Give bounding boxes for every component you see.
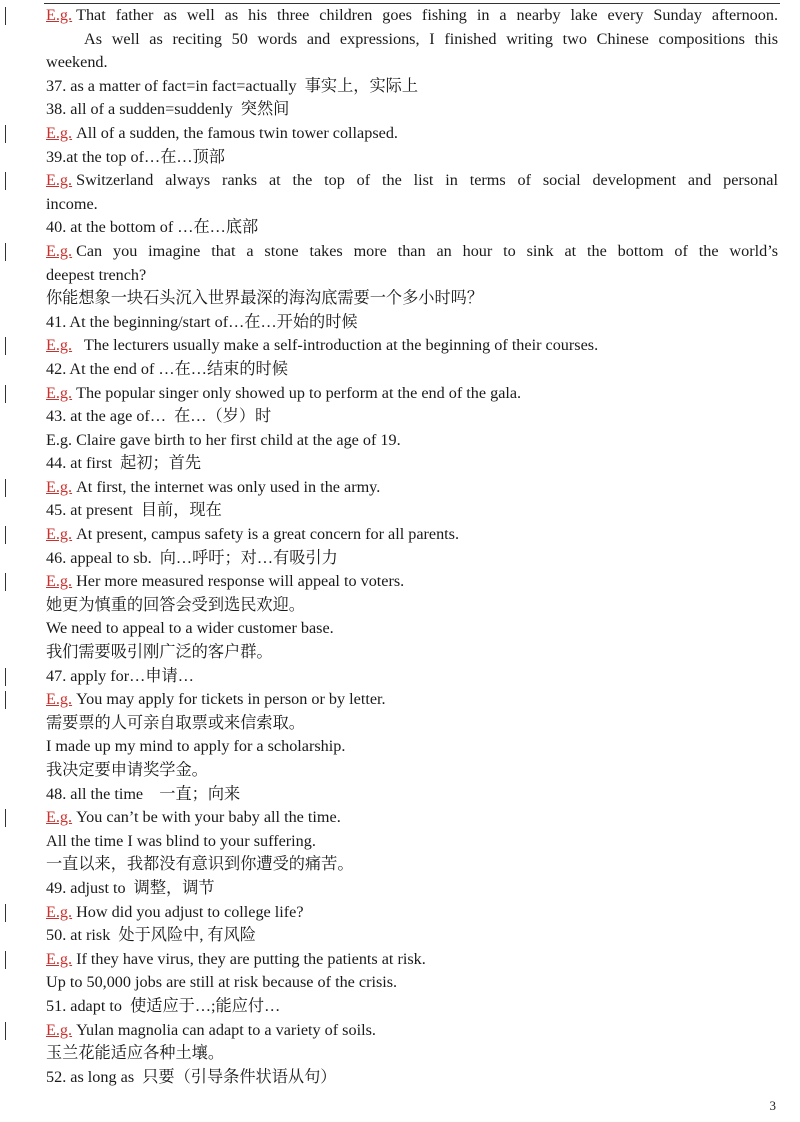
text-line	[0, 665, 800, 689]
text-line	[0, 924, 800, 948]
page-number: 3	[769, 1098, 776, 1113]
text-line	[0, 830, 800, 854]
line-text: Her more measured response will appeal to voters.	[76, 572, 405, 591]
line-text: At present, campus safety is a great concern for all parents.	[76, 525, 460, 544]
line-text: 50. at risk 处于风险中, 有风险	[46, 926, 256, 945]
example-marker: E.g.	[46, 6, 73, 24]
example-line	[0, 806, 800, 830]
line-text: All the time I was blind to your suffering.	[46, 831, 316, 850]
text-line	[0, 735, 800, 759]
text-line	[0, 405, 800, 429]
example-marker: E.g.	[46, 572, 73, 591]
line-text: 48. all the time 一直；向来	[46, 784, 241, 803]
line-text: Can you imagine that a stone takes more than an hour to sink at the bottom of the world’s	[76, 241, 778, 260]
line-text: 47. apply for…申请…	[46, 666, 194, 685]
text-line	[0, 193, 800, 217]
text-line	[0, 853, 800, 877]
text-line	[0, 971, 800, 995]
example-marker: E.g.	[46, 477, 73, 496]
revision-bar	[5, 668, 6, 686]
line-text: income.	[46, 194, 98, 213]
line-text: All of a sudden, the famous twin tower collapsed.	[76, 123, 398, 142]
text-line	[0, 146, 800, 170]
example-marker: E.g.	[46, 336, 73, 355]
line-text: Switzerland always ranks at the top of the list in terms of social development and personal	[76, 171, 778, 190]
example-line	[0, 523, 800, 547]
text-line	[0, 28, 800, 52]
text-line	[0, 429, 800, 453]
revision-bar	[5, 904, 6, 922]
example-line	[0, 688, 800, 712]
example-marker: E.g.	[46, 1020, 73, 1039]
line-text: I made up my mind to apply for a scholarship.	[46, 737, 346, 756]
text-line	[0, 547, 800, 571]
line-text: 52. as long as 只要（引导条件状语从句）	[46, 1067, 337, 1086]
revision-bar	[5, 243, 6, 261]
line-text: 玉兰花能适应各种土壤。	[46, 1044, 225, 1063]
example-line	[0, 382, 800, 406]
example-line	[0, 240, 800, 264]
line-text: The lecturers usually make a self-introduction at the beginning of their courses.	[76, 336, 599, 355]
line-text: You may apply for tickets in person or by letter.	[76, 690, 386, 709]
line-text: As well as reciting 50 words and expressions, I finished writing two Chinese compositions this	[84, 29, 778, 48]
example-marker: E.g.	[46, 171, 73, 190]
revision-bar	[5, 337, 6, 355]
line-text: 44. at first 起初；首先	[46, 454, 202, 473]
example-line	[0, 122, 800, 146]
example-line	[0, 901, 800, 925]
example-line	[0, 570, 800, 594]
example-marker: E.g.	[46, 525, 73, 544]
revision-bar	[5, 125, 6, 143]
revision-bar	[5, 7, 6, 25]
vocabulary-list	[0, 4, 800, 1089]
line-text: We need to appeal to a wider customer base.	[46, 619, 334, 638]
line-text: Up to 50,000 jobs are still at risk because of the crisis.	[46, 973, 398, 992]
line-text: 41. At the beginning/start of…在…开始的时候	[46, 312, 358, 331]
line-text: 39.at the top of…在…顶部	[46, 147, 225, 166]
revision-bar	[5, 1022, 6, 1040]
line-text: How did you adjust to college life?	[76, 902, 304, 921]
line-text: 49. adjust to 调整，调节	[46, 878, 215, 897]
text-line	[0, 499, 800, 523]
line-text: 我决定要申请奖学金。	[46, 761, 208, 779]
example-marker: E.g.	[46, 949, 73, 968]
line-text: Yulan magnolia can adapt to a variety of soils.	[76, 1020, 376, 1039]
line-text: 我们需要吸引刚广泛的客户群。	[46, 643, 273, 662]
line-text: The popular singer only showed up to perform at the end of the gala.	[76, 383, 522, 402]
line-text: 你能想象一块石头沉入世界最深的海沟底需要一个多小时吗？	[46, 289, 484, 308]
text-line	[0, 759, 800, 783]
text-line	[0, 594, 800, 618]
revision-bar	[5, 172, 6, 190]
example-line	[0, 4, 800, 28]
text-line	[0, 287, 800, 311]
example-marker: E.g.	[46, 808, 73, 827]
line-text: 51. adapt to 使适应于…;能应付…	[46, 996, 281, 1015]
text-line	[0, 783, 800, 807]
example-line	[0, 334, 800, 358]
line-text: 43. at the age of… 在…（岁）时	[46, 407, 272, 426]
revision-bar	[5, 809, 6, 827]
line-text: 42. At the end of …在…结束的时候	[46, 359, 288, 378]
line-text: 45. at present 目前，现在	[46, 501, 222, 520]
example-marker: E.g.	[46, 383, 73, 402]
line-text: weekend.	[46, 53, 108, 72]
revision-bar	[5, 691, 6, 709]
text-line	[0, 877, 800, 901]
revision-bar	[5, 526, 6, 544]
line-text: 40. at the bottom of …在…底部	[46, 218, 259, 237]
text-line	[0, 358, 800, 382]
text-line	[0, 641, 800, 665]
revision-bar	[5, 385, 6, 403]
line-text: 她更为慎重的回答会受到选民欢迎。	[46, 595, 305, 614]
example-line	[0, 948, 800, 972]
example-line	[0, 169, 800, 193]
text-line	[0, 75, 800, 99]
revision-bar	[5, 951, 6, 969]
line-text: If they have virus, they are putting the patients at risk.	[76, 949, 426, 968]
line-text: 一直以来，我都没有意识到你遭受的痛苦。	[46, 855, 354, 874]
line-text: 38. all of a sudden=suddenly 突然间	[46, 100, 290, 119]
example-marker: E.g.	[46, 241, 73, 260]
example-marker: E.g.	[46, 690, 73, 709]
line-text: At first, the internet was only used in the army.	[76, 477, 381, 496]
text-line	[0, 617, 800, 641]
line-text: deepest trench?	[46, 265, 147, 284]
example-marker: E.g.	[46, 123, 73, 142]
text-line	[0, 311, 800, 335]
example-line	[0, 1019, 800, 1043]
text-line	[0, 995, 800, 1019]
text-line	[0, 264, 800, 288]
example-line	[0, 476, 800, 500]
text-line	[0, 712, 800, 736]
text-line	[0, 1066, 800, 1090]
revision-bar	[5, 479, 6, 497]
text-line	[0, 452, 800, 476]
revision-bar	[5, 573, 6, 591]
text-line	[0, 51, 800, 75]
line-text: E.g. Claire gave birth to her first child at the age of 19.	[46, 430, 401, 449]
text-line	[0, 1042, 800, 1066]
line-text: 需要票的人可亲自取票或来信索取。	[46, 713, 305, 732]
text-line	[0, 216, 800, 240]
line-text: 46. appeal to sb. 向…呼吁；对…有吸引力	[46, 548, 338, 567]
example-marker: E.g.	[46, 902, 73, 921]
line-text: That father as well as his three children goes fishing in a nearby lake every Sunday afternoon.	[76, 6, 778, 24]
line-text: 37. as a matter of fact=in fact=actually 事实上，实际上	[46, 76, 419, 95]
text-line	[0, 98, 800, 122]
line-text: You can’t be with your baby all the time.	[76, 808, 341, 827]
